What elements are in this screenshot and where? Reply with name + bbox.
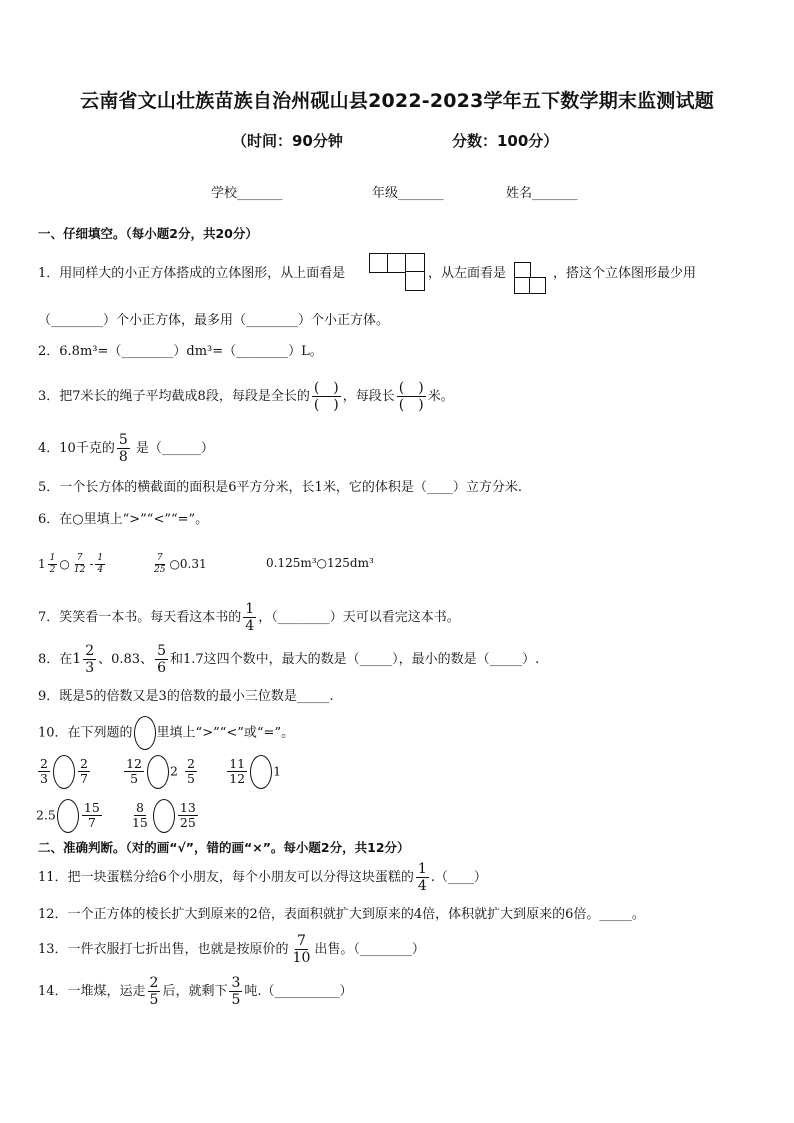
q10-row-2: 2.5 $\frac{15}{7}$ $\frac{8}{15}$ $\frac{13}{25}$ xyxy=(36,797,200,834)
fraction: $\frac{7}{10}$ xyxy=(292,933,311,966)
question-3: 3．把7米长的绳子平均截成8段，每段是全长的 $\frac{( )}{( )}$ ，每段长 $\frac{( )}{( )}$ 米。 xyxy=(38,380,454,413)
comparison-oval-icon xyxy=(53,755,75,789)
question-2: 2．6.8m³=（________）dm³=（________）L。 xyxy=(38,344,323,359)
question-1-part-b: ，从左面看是 xyxy=(428,266,507,281)
question-4: 4．10千克的 $\frac{5}{8}$ 是（______） xyxy=(38,432,214,465)
fraction: $\frac{5}{8}$ xyxy=(118,432,128,465)
comparison-oval-icon xyxy=(134,716,156,750)
fraction: $\frac{3}{5}$ xyxy=(231,975,241,1008)
question-1-line-2: （________）个小正方体，最多用（________）个小正方体。 xyxy=(38,313,390,328)
section-2-heading: 二、准确判断。（对的画“√”，错的画“×”。每小题2分，共12分） xyxy=(38,840,410,855)
grade-field: 年级_______ xyxy=(372,186,444,201)
q10-row-1: $\frac{2}{3}$ $\frac{2}{7}$ $\frac{12}{5}$ 2 $\frac{2}{5}$ $\frac{11}{12}$ 1 xyxy=(36,753,281,790)
comparison-oval-icon xyxy=(250,755,272,789)
question-10: 10．在下列题的 里填上“>”“<”或“=”。 xyxy=(38,716,294,751)
question-8: 8．在1 $\frac{2}{3}$ 、0.83、 $\frac{5}{6}$ 和1.7这四个数中，最大的数是（_____），最小的数是（_____）. xyxy=(38,643,540,676)
left-view-figure xyxy=(514,262,552,292)
fraction: $\frac{2}{5}$ xyxy=(149,975,159,1008)
school-field: 学校_______ xyxy=(211,186,283,201)
fraction: $\frac{2}{3}$ xyxy=(85,643,95,676)
q6-expression-2: $\frac{7}{25}$ ○0.31 xyxy=(154,553,207,575)
time-label: （时间：90分钟 xyxy=(232,132,343,150)
top-view-figure xyxy=(369,253,431,293)
fraction: $\frac{1}{4}$ xyxy=(245,601,255,634)
question-6: 6．在○里填上“>”“<”“=”。 xyxy=(38,512,209,527)
section-1-heading: 一、仔细填空。（每小题2分，共20分） xyxy=(38,226,258,241)
q6-expression-3: 0.125m³○125dm³ xyxy=(266,556,374,570)
q6-expression-1: 1 $\frac{1}{2}$ ○ $\frac{7}{12}$ - $\frac{1}{4}$ xyxy=(38,553,104,575)
fraction: $\frac{1}{4}$ xyxy=(417,861,427,894)
comparison-oval-icon xyxy=(147,755,169,789)
fraction-blank: $\frac{( )}{( )}$ xyxy=(398,380,424,413)
page-title: 云南省文山壮族苗族自治州砚山县2022-2023学年五下数学期末监测试题 xyxy=(80,90,714,112)
question-13: 13．一件衣服打七折出售，也就是按原价的 $\frac{7}{10}$ 出售。（________） xyxy=(38,933,425,966)
question-5: 5．一个长方体的横截面的面积是6平方分米，长1米，它的体积是（____）立方分米. xyxy=(38,480,522,495)
comparison-oval-icon xyxy=(57,799,79,833)
question-11: 11．把一块蛋糕分给6个小朋友，每个小朋友可以分得这块蛋糕的 $\frac{1}{4}$ .（____） xyxy=(38,861,487,894)
question-1-part-c: ，搭这个立体图形最少用 xyxy=(553,266,697,281)
question-12: 12．一个正方体的棱长扩大到原来的2倍，表面积就扩大到原来的4倍，体积就扩大到原来的6倍。_____。 xyxy=(38,907,645,922)
comparison-oval-icon xyxy=(153,799,175,833)
score-label: 分数：100分） xyxy=(452,132,559,150)
fraction-blank: $\frac{( )}{( )}$ xyxy=(313,380,339,413)
question-7: 7．笑笑看一本书。每天看这本书的 $\frac{1}{4}$ ，（________）天可以看完这本书。 xyxy=(38,601,460,634)
question-9: 9．既是5的倍数又是3的倍数的最小三位数是_____. xyxy=(38,689,334,704)
name-field: 姓名_______ xyxy=(506,186,578,201)
question-14: 14．一堆煤，运走 $\frac{2}{5}$ 后，就剩下 $\frac{3}{5}$ 吨.（__________） xyxy=(38,975,353,1008)
question-1-part-a: 1．用同样大的小正方体搭成的立体图形，从上面看是 xyxy=(38,266,346,281)
fraction: $\frac{5}{6}$ xyxy=(157,643,166,676)
